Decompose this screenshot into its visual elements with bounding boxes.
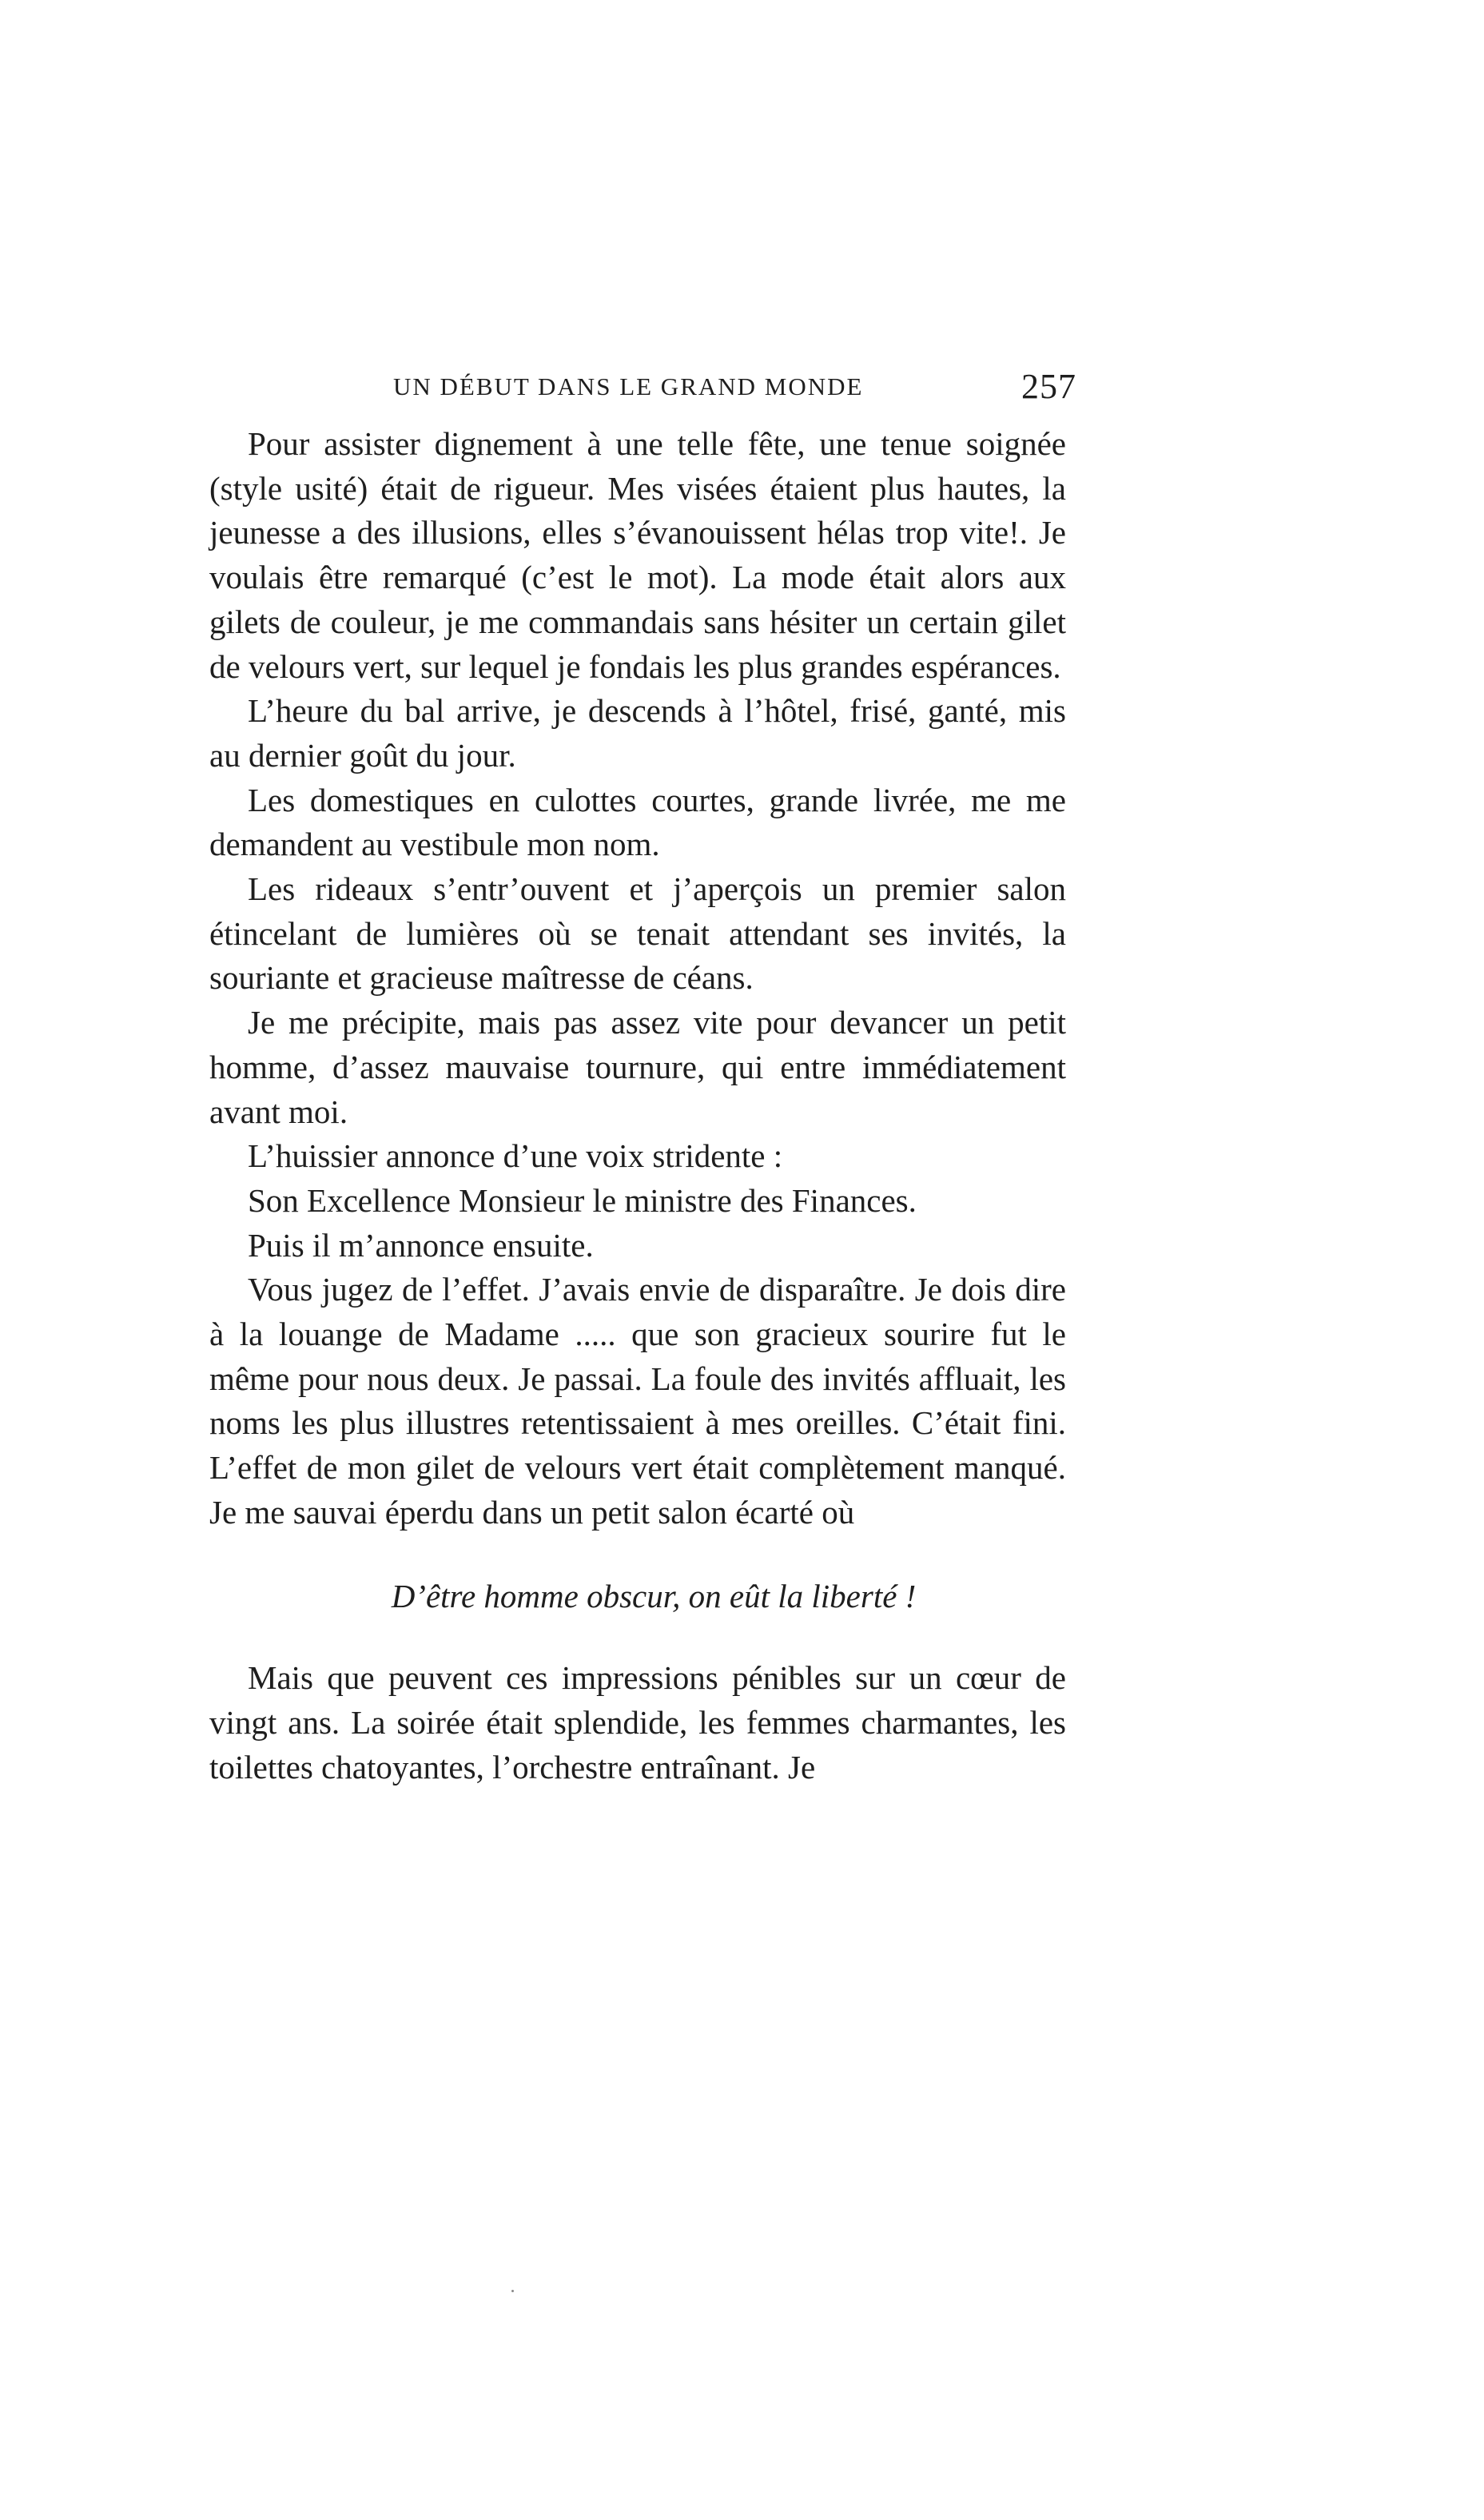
paragraph-6: L’huissier annonce d’une voix stridente : — [248, 1137, 783, 1175]
paragraph-5: Je me précipite, mais pas assez vite pour devancer un petit homme, d’assez mauvaise tournure, qui entre immédiatement avant moi. — [209, 1004, 1066, 1130]
paragraph-1: Pour assister dignement à une telle fête, une tenue soignée (style usité) était de rigueur. Mes visées étaient plus hautes, la jeunesse a des illusions, elles s’évanouissent hélas trop vite!. Je voulais être remarqué (c’est le mot). La mode était alors aux gilets de couleur, je me commandais sans hésiter un certain gilet de velours vert, sur lequel je fondais les plus grandes espérances. — [209, 425, 1066, 685]
paragraph-9: Vous jugez de l’effet. J’avais envie de disparaître. Je dois dire à la louange de Madame ..... que son gracieux sourire fut le même pour nous deux. Je passai. La foule des invités affluait, les noms les plus illustres retentissaient à mes oreilles. C’était fini. L’effet de mon gilet de velours vert était complètement manqué. Je me sauvai éperdu dans un petit salon écarté où — [209, 1271, 1066, 1531]
paragraph-3: Les domestiques en culottes courtes, grande livrée, me me demandent au vestibule mon nom. — [209, 781, 1066, 863]
closing-paragraph: Mais que peuvent ces impressions pénibles sur un cœur de vingt ans. La soirée était splendide, les femmes charmantes, les toilettes chatoyantes, l’orchestre entraînant. Je — [209, 1659, 1066, 1785]
page-number: 257 — [1021, 367, 1076, 406]
running-title: UN DÉBUT DANS LE GRAND MONDE — [393, 372, 864, 400]
text-block — [209, 422, 1066, 1789]
running-head — [209, 366, 1076, 414]
paragraph-4: Les rideaux s’entr’ouvent et j’aperçois un premier salon étincelant de lumières où se tenait attendant ses invités, la souriante et gracieuse maîtresse de céans. — [209, 870, 1066, 997]
paragraph-7: Son Excellence Monsieur le ministre des Finances. — [248, 1181, 917, 1219]
paragraph-2: L’heure du bal arrive, je descends à l’hôtel, frisé, ganté, mis au dernier goût du jour. — [209, 692, 1066, 774]
verse-quotation: D’être homme obscur, on eût la liberté ! — [391, 1577, 917, 1614]
paper-speck — [511, 2290, 514, 2292]
paragraph-8: Puis il m’annonce ensuite. — [248, 1226, 594, 1264]
